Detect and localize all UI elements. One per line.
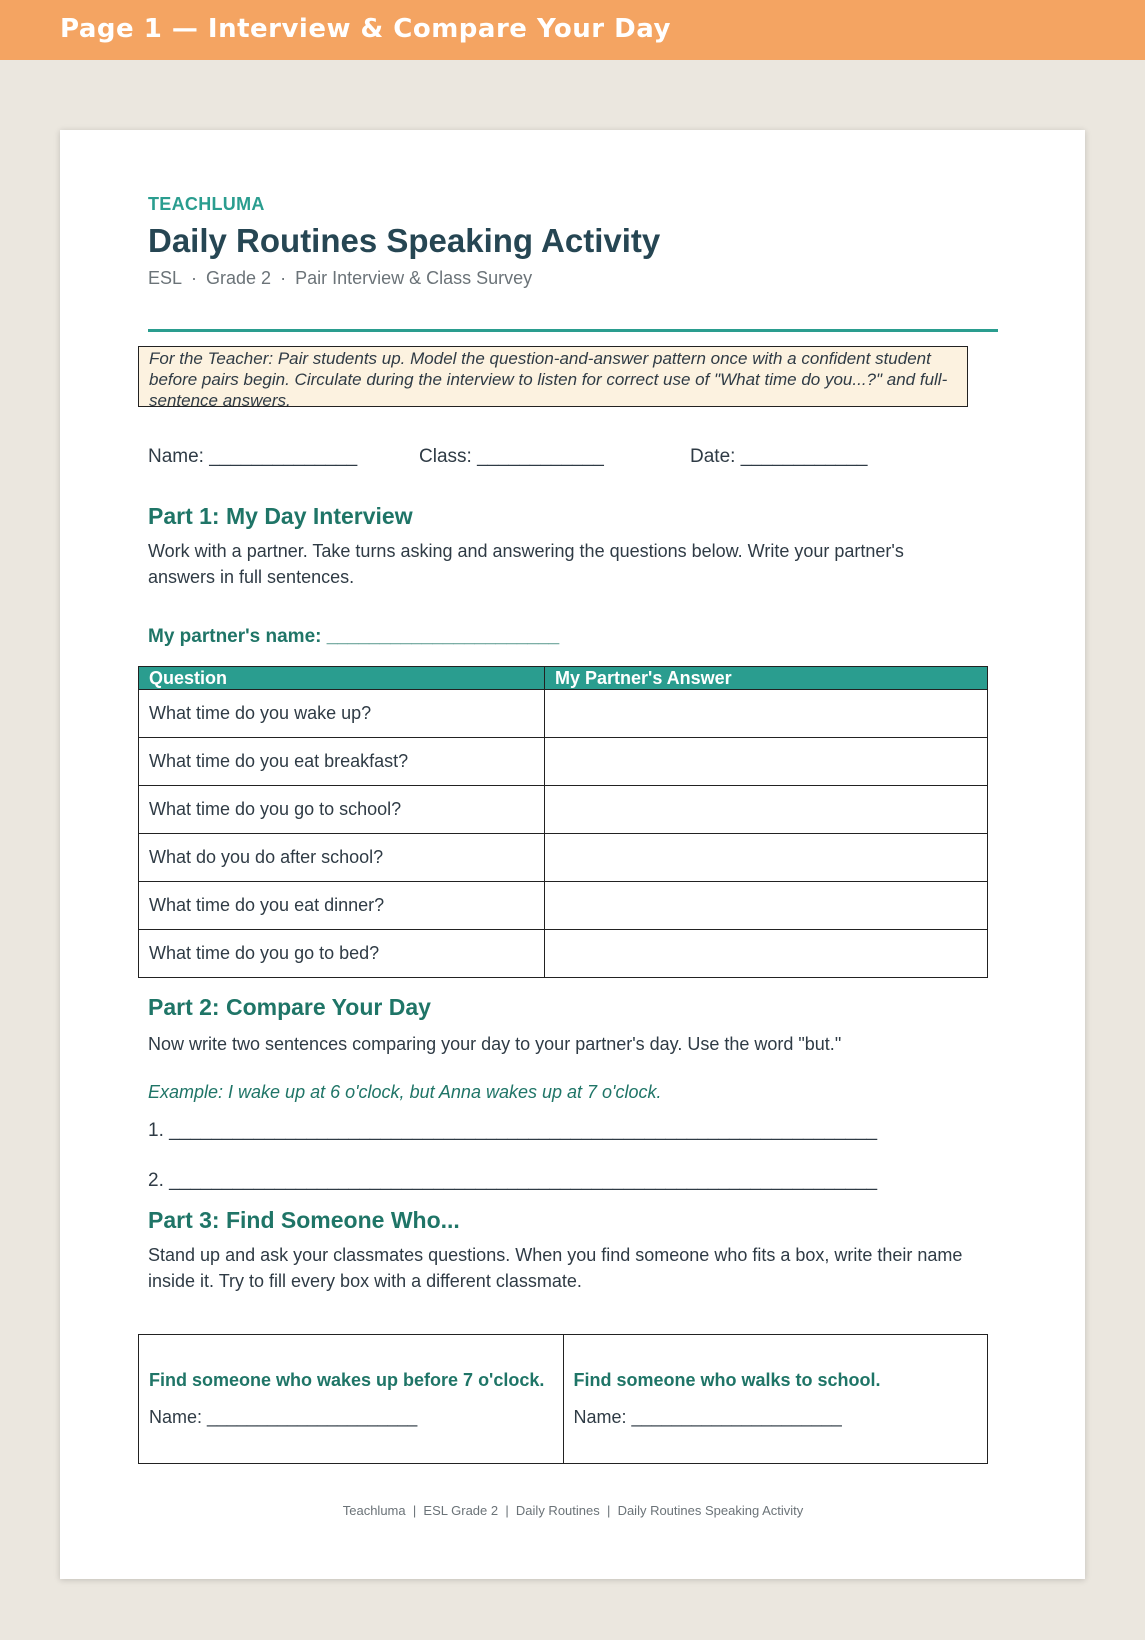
table-row [139,786,988,834]
part2-instructions: Now write two sentences comparing your day to your partner's day. Use the word "but." [148,1034,842,1054]
separator-dot: · [280,268,287,288]
table-row [139,690,988,738]
find-someone-prompt: Find someone who wakes up before 7 o'clock. [149,1370,545,1390]
part3-instructions: Stand up and ask your classmates questions. When you find someone who fits a box, write their name inside it. Try to fill every box with a different classmate. [148,1245,963,1291]
class-field[interactable]: Class: ____________ [419,446,604,467]
answer-cell[interactable] [545,930,988,978]
answer-cell[interactable] [545,834,988,882]
brand-name: TEACHLUMA [148,194,265,214]
column-header-question: Question [139,667,545,690]
teacher-note: For the Teacher: Pair students up. Model the question-and-answer pattern once with a confident student before pairs begin. Circulate during the interview to listen for correct use of "What time do you...?" and full-sentence answers. [138,346,968,407]
find-someone-box [139,1335,564,1464]
part3-heading: Part 3: Find Someone Who... [148,1207,460,1233]
column-header-answer: My Partner's Answer [545,667,988,690]
answer-cell[interactable] [545,882,988,930]
classmate-name-field[interactable]: Name: _____________________ [149,1407,418,1427]
find-someone-box [563,1335,988,1464]
page-footer: Teachluma | ESL Grade 2 | Daily Routines | Daily Routines Speaking Activity [342,1503,804,1518]
table-row [139,834,988,882]
question-cell: What time do you eat dinner? [139,882,545,930]
partner-name-field[interactable]: My partner's name: ______________________ [148,626,560,647]
table-header-row [139,667,988,690]
question-cell: What do you do after school? [139,834,545,882]
table-row [139,882,988,930]
interview-table [138,666,988,978]
part1-heading: Part 1: My Day Interview [148,503,413,529]
page-banner-title: Page 1 — Interview & Compare Your Day [60,14,671,44]
table-row [139,738,988,786]
part2-example: Example: I wake up at 6 o'clock, but Anna wakes up at 7 o'clock. [148,1082,662,1102]
question-cell: What time do you wake up? [139,690,545,738]
date-field[interactable]: Date: ____________ [690,446,868,467]
subject-label: ESL [148,268,183,288]
name-field[interactable]: Name: ______________ [148,446,358,467]
part2-heading: Part 2: Compare Your Day [148,994,431,1020]
sentence-line-1[interactable]: 1. ___________________________________________________________________ [148,1120,878,1141]
find-someone-prompt: Find someone who walks to school. [573,1370,881,1390]
worksheet-subtitle [148,268,532,289]
question-cell: What time do you go to bed? [139,930,545,978]
grid-row [139,1335,988,1464]
table-row [139,930,988,978]
worksheet-page [60,130,1085,1579]
question-cell: What time do you go to school? [139,786,545,834]
answer-cell[interactable] [545,690,988,738]
question-cell: What time do you eat breakfast? [139,738,545,786]
grade-label: Grade 2 [206,268,272,288]
part1-instructions: Work with a partner. Take turns asking and answering the questions below. Write your partner's answers in full sentences. [148,541,904,587]
sentence-line-2[interactable]: 2. ___________________________________________________________________ [148,1170,878,1191]
page-banner [0,0,1145,60]
activity-label: Pair Interview & Class Survey [295,268,533,288]
classmate-name-field[interactable]: Name: _____________________ [573,1407,842,1427]
worksheet-title: Daily Routines Speaking Activity [148,222,661,259]
answer-cell[interactable] [545,786,988,834]
find-someone-who-grid [138,1334,988,1464]
separator-dot: · [191,268,198,288]
header-divider [148,329,998,332]
answer-cell[interactable] [545,738,988,786]
